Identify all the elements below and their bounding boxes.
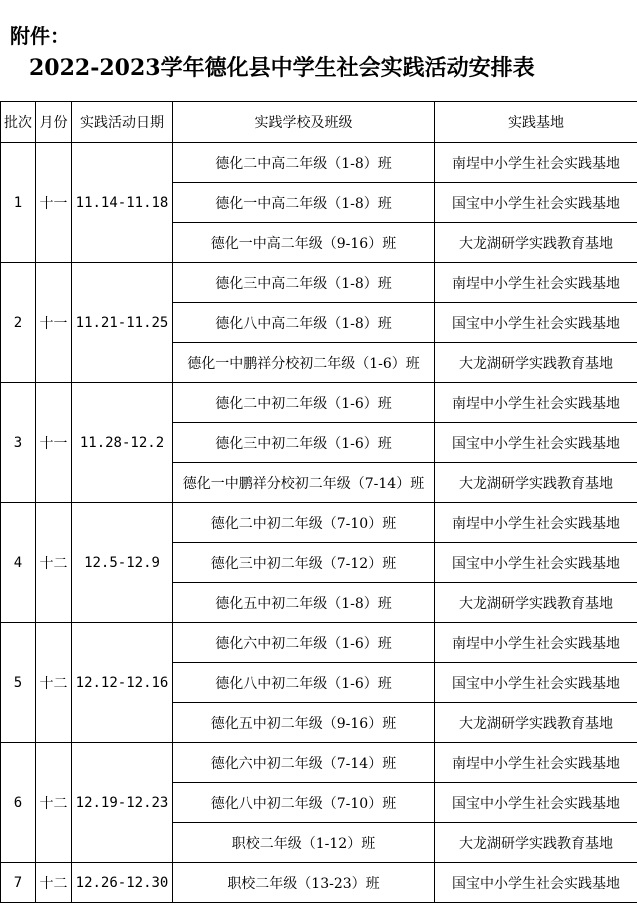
practice-base-cell: 国宝中小学生社会实践基地	[435, 863, 637, 903]
column-header-batch: 批次	[1, 102, 36, 143]
school-class-cell: 德化六中初二年级（7-14）班	[173, 743, 435, 783]
activity-dates-cell: 11.21-11.25	[72, 263, 173, 383]
header-row	[1, 102, 637, 143]
activity-dates-cell: 11.14-11.18	[72, 143, 173, 263]
table-row	[1, 263, 637, 303]
practice-base-cell: 大龙湖研学实践教育基地	[435, 823, 637, 863]
practice-base-cell: 大龙湖研学实践教育基地	[435, 463, 637, 503]
school-class-cell: 德化一中鹏祥分校初二年级（1-6）班	[173, 343, 435, 383]
month-cell: 十二	[36, 503, 72, 623]
school-class-cell: 德化二中初二年级（1-6）班	[173, 383, 435, 423]
attachment-label: 附件：	[10, 24, 70, 48]
school-class-cell: 德化八中初二年级（1-6）班	[173, 663, 435, 703]
school-class-cell: 德化一中鹏祥分校初二年级（7-14）班	[173, 463, 435, 503]
table-header	[1, 102, 637, 143]
table-row	[1, 623, 637, 663]
activity-dates-cell: 11.28-12.2	[72, 383, 173, 503]
month-cell: 十一	[36, 143, 72, 263]
school-class-cell: 德化六中初二年级（1-6）班	[173, 623, 435, 663]
activity-dates-cell: 12.12-12.16	[72, 623, 173, 743]
batch-number-cell: 1	[1, 143, 36, 263]
activity-dates-cell: 12.5-12.9	[72, 503, 173, 623]
practice-base-cell: 国宝中小学生社会实践基地	[435, 183, 637, 223]
school-class-cell: 德化三中初二年级（1-6）班	[173, 423, 435, 463]
table-row	[1, 383, 637, 423]
column-header-month: 月份	[36, 102, 72, 143]
practice-base-cell: 国宝中小学生社会实践基地	[435, 303, 637, 343]
batch-number-cell: 7	[1, 863, 36, 903]
month-cell: 十二	[36, 743, 72, 863]
column-header-school: 实践学校及班级	[173, 102, 435, 143]
practice-base-cell: 南埕中小学生社会实践基地	[435, 143, 637, 183]
month-cell: 十二	[36, 623, 72, 743]
school-class-cell: 德化一中高二年级（9-16）班	[173, 223, 435, 263]
school-class-cell: 德化五中初二年级（1-8）班	[173, 583, 435, 623]
month-cell: 十一	[36, 383, 72, 503]
practice-base-cell: 南埕中小学生社会实践基地	[435, 263, 637, 303]
practice-base-cell: 南埕中小学生社会实践基地	[435, 743, 637, 783]
school-class-cell: 德化二中初二年级（7-10）班	[173, 503, 435, 543]
school-class-cell: 德化八中初二年级（7-10）班	[173, 783, 435, 823]
school-class-cell: 德化五中初二年级（9-16）班	[173, 703, 435, 743]
school-class-cell: 德化三中初二年级（7-12）班	[173, 543, 435, 583]
practice-base-cell: 国宝中小学生社会实践基地	[435, 423, 637, 463]
batch-number-cell: 4	[1, 503, 36, 623]
school-class-cell: 职校二年级（13-23）班	[173, 863, 435, 903]
schedule-table	[0, 101, 637, 903]
batch-number-cell: 5	[1, 623, 36, 743]
practice-base-cell: 南埕中小学生社会实践基地	[435, 623, 637, 663]
practice-base-cell: 国宝中小学生社会实践基地	[435, 783, 637, 823]
school-class-cell: 德化二中高二年级（1-8）班	[173, 143, 435, 183]
school-class-cell: 职校二年级（1-12）班	[173, 823, 435, 863]
batch-number-cell: 2	[1, 263, 36, 383]
batch-number-cell: 3	[1, 383, 36, 503]
school-class-cell: 德化三中高二年级（1-8）班	[173, 263, 435, 303]
table-body	[1, 143, 637, 903]
page-title: 2022-2023学年德化县中学生社会实践活动安排表	[29, 55, 535, 81]
practice-base-cell: 国宝中小学生社会实践基地	[435, 543, 637, 583]
activity-dates-cell: 12.26-12.30	[72, 863, 173, 903]
practice-base-cell: 南埕中小学生社会实践基地	[435, 503, 637, 543]
practice-base-cell: 大龙湖研学实践教育基地	[435, 703, 637, 743]
table-row	[1, 743, 637, 783]
practice-base-cell: 大龙湖研学实践教育基地	[435, 223, 637, 263]
column-header-base: 实践基地	[435, 102, 637, 143]
practice-base-cell: 国宝中小学生社会实践基地	[435, 663, 637, 703]
month-cell: 十二	[36, 863, 72, 903]
table-row	[1, 143, 637, 183]
document-header	[0, 0, 637, 101]
practice-base-cell: 南埕中小学生社会实践基地	[435, 383, 637, 423]
table-row	[1, 863, 637, 903]
month-cell: 十一	[36, 263, 72, 383]
practice-base-cell: 大龙湖研学实践教育基地	[435, 583, 637, 623]
school-class-cell: 德化一中高二年级（1-8）班	[173, 183, 435, 223]
column-header-dates: 实践活动日期	[72, 102, 173, 143]
school-class-cell: 德化八中高二年级（1-8）班	[173, 303, 435, 343]
batch-number-cell: 6	[1, 743, 36, 863]
practice-base-cell: 大龙湖研学实践教育基地	[435, 343, 637, 383]
activity-dates-cell: 12.19-12.23	[72, 743, 173, 863]
table-row	[1, 503, 637, 543]
